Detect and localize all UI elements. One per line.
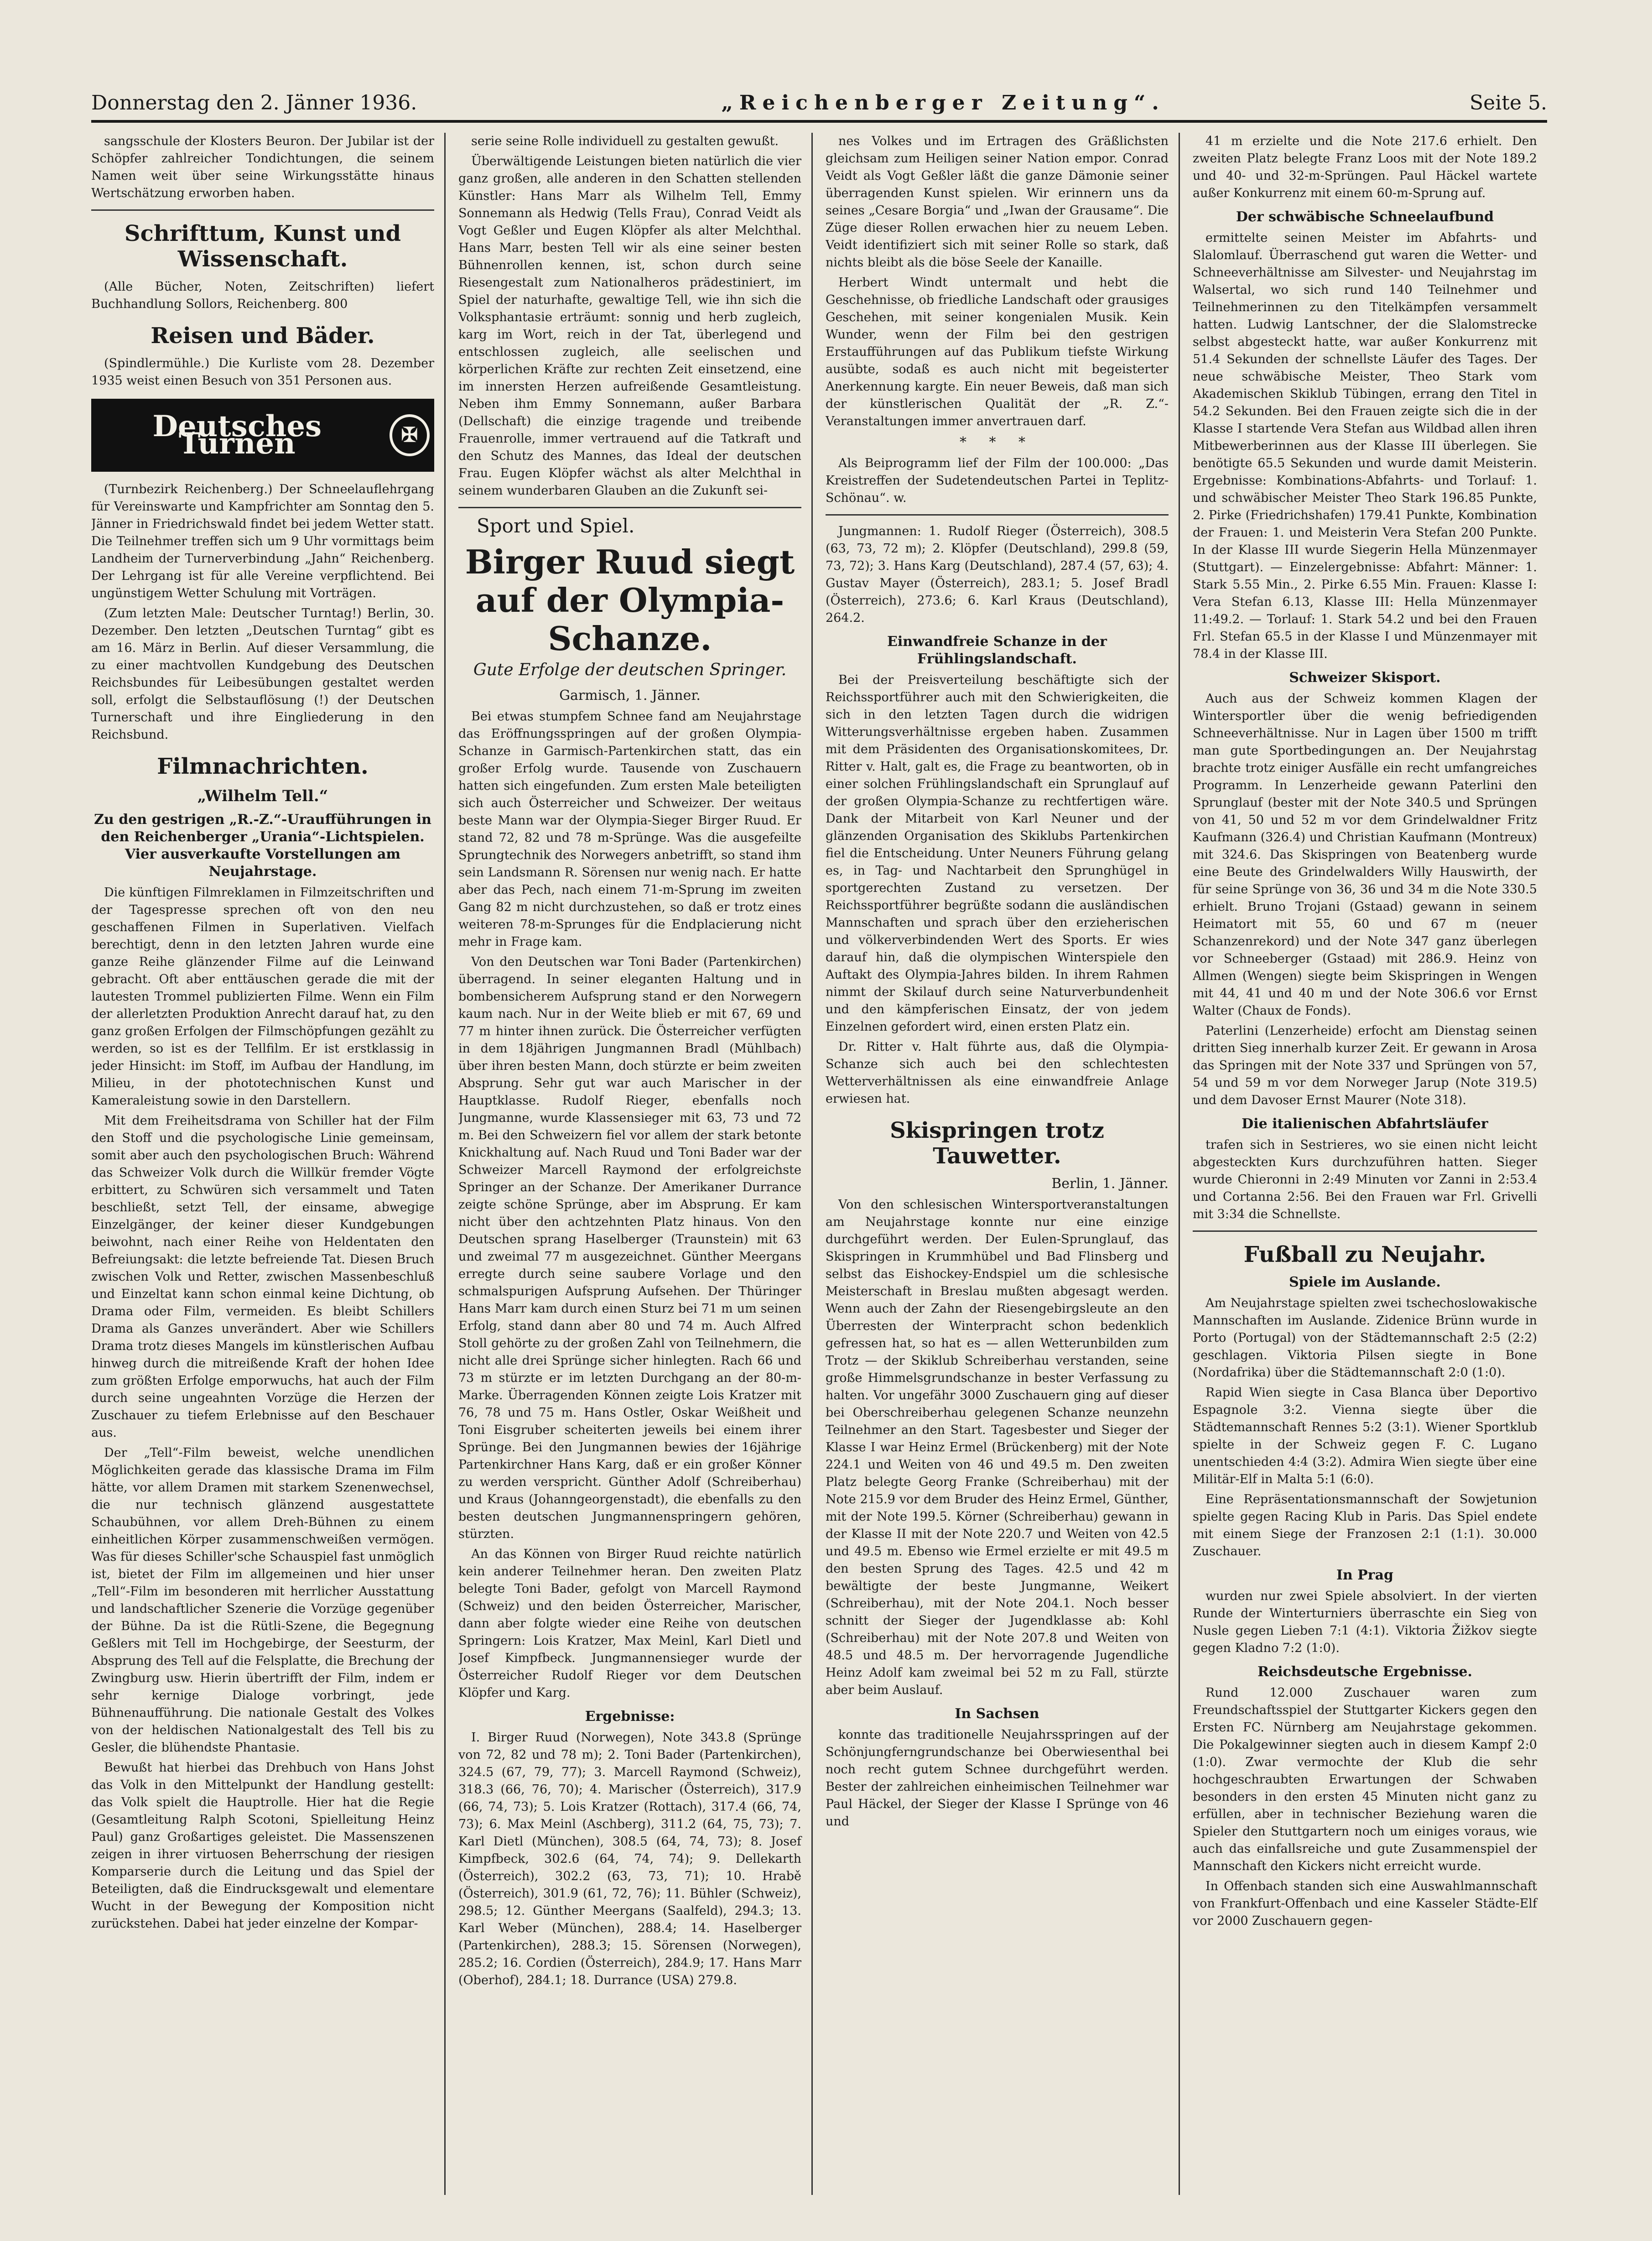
column-2 bbox=[458, 133, 813, 2195]
article-text: Die künftigen Filmreklamen in Filmzeitschriften und der Tagespresse sprechen oft von den neu geschaffenen Filmen in Superlativen. Vielfach berechtigt, denn in den letzten Jahren wurde eine ganze Reihe glänzender Filme auf die Leinwand gebracht. Oft aber enttäuschen gerade die mit der lautesten Trommel publizierten Filme. Wenn ein Film der allerletzten Produktion Anrecht darauf hat, zu den ganz großen Erfolgen der Filmschöpfungen gezählt zu werden, so ist es der Tellfilm. Er ist erstklassig in jeder Hinsicht: im Stoff, im Aufbau der Handlung, im Milieu, in der phototechnischen Kunst und Kameraleistung sowie in den Darstellern. bbox=[91, 886, 434, 1108]
header-page-number: Seite 5. bbox=[1470, 91, 1547, 115]
article-text: Bewußt hat hierbei das Drehbuch von Hans Johst das Volk in den Mittelpunkt der Handlung gestellt: das Volk spielt die Hauptrolle. Hier hat die Regie (Gesamtleitung Ralph Scotoni, Spielleitung Heinz Paul) ganz Großartiges geleistet. Die Massenszenen zeigen in ihrer virtuosen Beherrschung der riesigen Komparserie durch die Leitung und das Spiel der Beteiligten, daß die Eindrucksgewalt und elementare Wucht in der Bewegung der Komposition nicht zurückstehen. Dabei hat jeder einzelne der Kompar- bbox=[91, 1761, 434, 1931]
section-heading-reisen: Reisen und Bäder. bbox=[151, 323, 375, 349]
article-text: Von den Deutschen war Toni Bader (Partenkirchen) überragend. In seiner eleganten Haltung und in bombensicherem Aufsprung stand er den Norwegern kaum nach. Nur in der Weite blieb er mit 67, 69 und 77 m hinter ihnen zurück. Die Österreicher verfügten in dem 18jährigen Jungmannen Bradl (Mühlbach) über ihren besten Mann, doch stürzte er beim zweiten Absprung. Sehr gut war auch Marischer in der Hauptklasse. Rudolf Rieger, ebenfalls noch Jungmanne, wurde Klassensieger mit 63, 73 und 72 m. Bei den Schweizern fiel vor allem der stark betonte Knickhaltung auf. Nach Ruud und Toni Bader war der Schweizer Marcell Raymond der erfolgreichste Springer an der Schanze. Der Amerikaner Durrance zeigte schöne Sprünge, aber im Absprung. Er kam nicht über den achtzehnten Platz hinaus. Von den Deutschen sprang Haselberger (Traunstein) mit 63 und zweimal 77 m ausgezeichnet. Günther Meergans erregte durch seine saubere Vorlage und den schmalspurigen Aufsprung Aufsehen. Der Thüringer Hans Marr kam durch einen Sturz bei 71 m um seinen Erfolg, stand dann aber 80 und 74 m. Auch Alfred Stoll gehörte zu der großen Zahl von Teilnehmern, die nicht alle drei Sprünge sicher hinlegten. Rach 66 und 73 m stürzte er im letzten Durchgang an der 80-m-Marke. Überragenden Können zeigte Lois Kratzer mit 76, 78 und 75 m. Hans Ostler, Oskar Weißheit und Toni Eisgruber scheiterten jeweils bei einem ihrer Sprünge. Bei den Jungmannen bewies der 16jährige Partenkirchner Hans Karg, daß er ein großer Könner zu werden verspricht. Günther Adolf (Schreiberhau) und Kraus (Johanngeorgenstadt), die ebenfalls zu den besten deutschen Jungmannenspringern gehören, stürzten. bbox=[458, 955, 801, 1541]
subheading-ausland: Spiele im Auslande. bbox=[1289, 1274, 1441, 1290]
article-text: Rapid Wien siegte in Casa Blanca über Deportivo Espagnole 3:2. Vienna siegte über die Städtemannschaft Rennes 5:2 (3:1). Wiener Sportklub spielte in der Schweiz gegen F. C. Lugano unentschieden 4:4 (3:2). Admira Wien siegte über eine Militär-Elf in Malta 5:1 (6:0). bbox=[1193, 1386, 1537, 1486]
page-header bbox=[91, 91, 1547, 123]
article-title-tell: „Wilhelm Tell.“ bbox=[197, 787, 328, 805]
divider bbox=[1193, 1230, 1537, 1232]
divider bbox=[91, 209, 434, 211]
section-heading-schrifttum: Schrifttum, Kunst und Wissenschaft. bbox=[124, 221, 401, 272]
article-text: sangsschule der Klosters Beuron. Der Jubilar ist der Schöpfer zahlreicher Tondichtungen, die seinem Namen weit über seine Wirkungsstätte hinaus Wertschätzung erworben haben. bbox=[91, 134, 434, 200]
banner-title: Deutsches Turnen bbox=[152, 409, 322, 461]
results-jungmannen: Jungmannen: 1. Rudolf Rieger (Österreich), 308.5 (63, 73, 72 m); 2. Klöpfer (Deutschland), 299.8 (59, 73, 72); 3. Hans Karg (Deutschland), 287.4 (57, 63); 4. Gustav Mayer (Österreich), 283.1; 5. Josef Bradl (Österreich), 273.6; 6. Karl Kraus (Deutschland), 264.2. bbox=[826, 524, 1169, 625]
article-text: Dr. Ritter v. Halt führte aus, daß die Olympia-Schanze sich auch bei den schlechtesten Wetterverhältnissen als eine einwandfreie Anlage erwiesen hat. bbox=[826, 1040, 1169, 1106]
column-1 bbox=[91, 133, 446, 2195]
article-text: In Offenbach standen sich eine Auswahlmannschaft von Frankfurt-Offenbach und eine Kasseler Städte-Elf vor 2000 Zuschauern gegen- bbox=[1193, 1879, 1537, 1928]
subheading-schwaebisch: Der schwäbische Schneelaufbund bbox=[1236, 209, 1494, 225]
article-subtitle-tell: Zu den gestrigen „R.-Z.“-Uraufführungen in den Reichenberger „Urania“-Lichtspielen. Vier ausverkaufte Vorstellungen am Neujahrstage. bbox=[94, 812, 431, 880]
column-3 bbox=[826, 133, 1180, 2195]
article-text: ermittelte seinen Meister im Abfahrts- und Slalomlauf. Überraschend gut waren die Wetter- und Schneeverhältnisse am Silvester- und Neujahrstag im Walsertal, wo sich rund 140 Teilnehmer und Teilnehmerinnen zu den Titelkämpfen versammelt hatten. Ludwig Lantschner, der die Slalomstrecke selbst abgesteckt hatte, war außer Konkurrenz mit 51.4 Sekunden der schnellste Läufer des Tages. Der neue schwäbische Meister, Theo Stark vom Akademischen Skiklub Tübingen, errang den Titel in 54.2 Sekunden. Bei den Frauen zeigte sich die in der Klasse I startende Vera Stefan aus Wildbad allen ihren Mitbewerberinnen aus der Klasse III überlegen. Sie benötigte 65.5 Sekunden und wurde damit Meisterin. Ergebnisse: Kombinations-Abfahrts- und Torlauf: 1. und schwäbischer Meister Theo Stark 196.85 Punkte, 2. Pirke (Friedrichshafen) 179.41 Punkte, Kombination der Frauen: 1. und Meisterin Vera Stefan 200 Punkte. In der Klasse III wurde Siegerin Hella Münzenmayer (Stuttgart). — Einzelergebnisse: Abfahrt: Männer: 1. Stark 5.55 Min., 2. Pirke 6.55 Min. Frauen: Klasse I: Vera Stefan 6.13, Klasse III: Hella Münzenmayer 11:49.2. — Torlauf: 1. Stark 54.2 und bei den Frauen Frl. Stefan 65.5 in der Klasse I und Münzenmayer mit 78.4 in der Klasse III. bbox=[1193, 231, 1537, 661]
article-text: konnte das traditionelle Neujahrsspringen auf der Schönjungferngrundschanze bei Oberwiesenthal bei noch recht gutem Schnee durchgeführt werden. Bester der zahlreichen einheimischen Teilnehmer war Paul Häckel, der Sieger der Klasse I Sprünge von 46 und bbox=[826, 1728, 1169, 1829]
article-text: serie seine Rolle individuell zu gestalten gewußt. bbox=[471, 134, 779, 148]
article-text: wurden nur zwei Spiele absolviert. In der vierten Runde der Winterturniers überraschte ein Sieg von Nusle gegen Lieben 7:1 (4:1). Viktoria Žižkov siegte gegen Kladno 7:2 (1:0). bbox=[1193, 1589, 1537, 1655]
subheading-reichsdeutsch: Reichsdeutsche Ergebnisse. bbox=[1257, 1664, 1472, 1680]
divider bbox=[826, 514, 1169, 516]
subheading-prag: In Prag bbox=[1336, 1567, 1394, 1583]
section-heading-sport: Sport und Spiel. bbox=[477, 515, 635, 537]
column-4 bbox=[1193, 133, 1547, 2195]
subheading-italienisch: Die italienischen Abfahrtsläufer bbox=[1242, 1116, 1488, 1132]
header-masthead: „Reichenberger Zeitung“. bbox=[721, 91, 1165, 115]
subheadline-ruud: Gute Erfolge der deutschen Springer. bbox=[473, 661, 787, 679]
article-text: trafen sich in Sestrieres, wo sie einen nicht leicht abgesteckten Kurs durchzuführen hatten. Sieger wurde Chieronni in 2:49 Minuten vor Zanni in 2:53.4 und Cortanna 2:56. Bei den Frauen war Frl. Grivelli mit 3:34 die Schnellste. bbox=[1193, 1138, 1537, 1221]
article-text: Bei der Preisverteilung beschäftigte sich der Reichssportführer auch mit den Schwierigkeiten, die sich in den letzten Tagen durch die widrigen Witterungsverhältnisse ergeben haben. Zusammen mit dem Präsidenten des Organisationskomitees, Dr. Ritter v. Halt, galt es, die Frage zu beantworten, ob in einer solchen Frühlingslandschaft ein Sprunglauf auf der großen Olympia-Schanze zu rechtfertigen wäre. Dank der Mitarbeit von Karl Neuner und der glänzenden Organisation des Skiklubs Partenkirchen fiel die Entscheidung. Unter Neuners Führung gelang es, in Tag- und Nachtarbeit den Sprunghügel in sportgerechten Zustand zu versetzen. Der Reichssportführer begrüßte sodann die ausländischen Mannschaften und sprach über den erzieherischen und völkerverbindenden Wert des Sports. Er wies darauf hin, daß die olympischen Winterspiele den Auftakt des Olympia-Jahres bilden. In ihrem Rahmen nimmt der Skilauf durch seine Naturverbundenheit und den kämpferischen Einsatz, der von jedem Einzelnen gefordert wird, einen ersten Platz ein. bbox=[826, 673, 1169, 1034]
article-text: An das Können von Birger Ruud reichte natürlich kein anderer Teilnehmer heran. Den zweiten Platz belegte Toni Bader, gefolgt von Marcell Raymond (Schweiz) und den beiden Österreicher, Marischer, dann aber folgte wieder eine Reihe von deutschen Springern: Lois Kratzer, Max Meinl, Karl Dietl und Josef Kimpfbeck. Jungmannensieger wurde der Österreicher Rudolf Rieger vor dem Deutschen Klöpfer und Karg. bbox=[458, 1547, 801, 1700]
subheading-schweizer-skisport: Schweizer Skisport. bbox=[1289, 670, 1441, 686]
article-text: Mit dem Freiheitsdrama von Schiller hat der Film den Stoff und die psychologische Linie gemeinsam, somit aber auch den psychologischen Bruch: Während das Schweizer Volk durch die Willkür fremder Vögte erbittert, zu Schwüren sich versammelt und Taten beschließt, setzt Tell, der einsame, abwegige Einzelgänger, der keiner dieser Kundgebungen beiwohnt, nach einer Reihe von Heldentaten den Befreiungsakt: die letzte befreiende Tat. Diesen Bruch zwischen Volk und Retter, zwischen Massenbeschluß und Einzeltat kann schon einmal keine Dichtung, ob Drama oder Film, vermeiden. Es bleibt Schillers Drama als Ganzes unverändert. Aber wie Schillers Drama trotz dieses Mangels im künstlerischen Aufbau hinweg durch die mitreißende Kraft der hohen Idee zum größten Erfolge emporwuchs, hat auch der Film durch seine ungeahnten Vorzüge die Herzen der Zuschauer zu tiefem Erlebnisse auf den Beschauer aus. bbox=[91, 1114, 434, 1440]
results-heading: Ergebnisse: bbox=[585, 1709, 675, 1725]
article-text: 41 m erzielte und die Note 217.6 erhielt. Den zweiten Platz belegte Franz Loos mit der Note 189.2 und 40- und 32-m-Sprüngen. Paul Häckel wartete außer Konkurrenz mit einem 60-m-Sprung auf. bbox=[1193, 134, 1537, 200]
article-text: Am Neujahrstage spielten zwei tschechoslowakische Mannschaften im Auslande. Zidenice Brünn wurde in Porto (Portugal) von der Städtemannschaft 2:5 (2:2) geschlagen. Viktoria Pilsen siegte in Bone (Nordafrika) über die Städtemannschaft 2:0 (1:0). bbox=[1193, 1296, 1537, 1380]
section-banner-turnen bbox=[91, 399, 434, 472]
article-columns bbox=[91, 133, 1547, 2195]
subheading-sachsen: In Sachsen bbox=[955, 1706, 1039, 1722]
separator-stars: * * * bbox=[959, 434, 1035, 450]
article-text: (Spindlermühle.) Die Kurliste vom 28. Dezember 1935 weist einen Besuch von 351 Personen aus. bbox=[91, 356, 434, 388]
headline-skispringen: Skispringen trotz Tauwetter. bbox=[890, 1118, 1104, 1169]
dateline-berlin: Berlin, 1. Jänner. bbox=[1051, 1176, 1169, 1192]
dateline-garmisch: Garmisch, 1. Jänner. bbox=[559, 688, 701, 704]
header-date: Donnerstag den 2. Jänner 1936. bbox=[91, 91, 417, 115]
headline-fussball: Fußball zu Neujahr. bbox=[1243, 1242, 1486, 1267]
emblem-icon: ✠ bbox=[390, 414, 430, 456]
article-text: (Zum letzten Male: Deutscher Turntag!) Berlin, 30. Dezember. Den letzten „Deutschen Turntag“ gibt es am 16. März in Berlin. Auf dieser Versammlung, die zu einer machtvollen Kundgebung des Deutschen Reichsbundes für Leibesübungen gestaltet werden soll, erfolgt die Selbstauflösung (!) der Deutschen Turnerschaft und ihre Eingliederung in den Reichsbund. bbox=[91, 606, 434, 742]
divider bbox=[458, 507, 801, 508]
article-text: Als Beiprogramm lief der Film der 100.000: „Das Kreistreffen der Sudetendeutschen Partei in Teplitz-Schönau“. w. bbox=[826, 456, 1169, 505]
subheading-einwandfreie-schanze: Einwandfreie Schanze in der Frühlingslandschaft. bbox=[887, 634, 1107, 667]
article-text: Eine Repräsentationsmannschaft der Sowjetunion spielte gegen Racing Klub in Paris. Das Spiel endete mit einem Siege der Franzosen 2:1 (1:1). 30.000 Zuschauer. bbox=[1193, 1492, 1537, 1558]
section-heading-film: Filmnachrichten. bbox=[157, 754, 369, 779]
article-text: Auch aus der Schweiz kommen Klagen der Wintersportler über die wenig befriedigenden Schneeverhältnisse. Nur in Lagen über 1500 m trifft man gute Sportbedingungen an. Der Neujahrstag brachte trotz einiger Ausfälle ein recht umfangreiches Programm. In Lenzerheide gewann Paterlini den Sprunglauf (bester mit der Note 340.5 und Sprüngen von 41, 50 und 52 m vor dem Grindelwaldner Fritz Kaufmann (326.4) und Christian Kaufmann (Montreux) mit 324.6. Das Skispringen von Beatenberg wurde eine Beute des Grindelwalders Willy Hauswirth, der für seine Sprünge von 36, 36 und 34 m die Note 330.5 erhielt. Bruno Trojani (Gstaad) gewann in seinem Heimatort mit 55, 60 und 67 m (neuer Schanzenrekord) und der Note 347 ganz überlegen vor Schneeberger (Gstaad) mit 286.9. Heinz von Allmen (Wengen) siegte beim Skispringen in Wengen mit 44, 41 und 40 m und der Note 306.6 vor Ernst Walter (Chaux de Fonds). bbox=[1193, 692, 1537, 1018]
article-text: Paterlini (Lenzerheide) erfocht am Dienstag seinen dritten Sieg innerhalb kurzer Zeit. Er gewann in Arosa das Springen mit der Note 337 und Sprüngen von 57, 54 und 59 m vor dem Norweger Jarup (Note 319.5) und dem Davoser Ernst Maurer (Note 318). bbox=[1193, 1024, 1537, 1107]
headline-ruud: Birger Ruud siegt auf der Olympia-Schanze. bbox=[465, 542, 795, 658]
article-text: Rund 12.000 Zuschauer waren zum Freundschaftsspiel der Stuttgarter Kickers gegen den Ersten FC. Nürnberg am Neujahrstage gekommen. Die Pokalgewinner siegten auch in diesem Kampf 2:0 (1:0). Zwar vermochte der Klub die sehr hochgeschraubten Erwartungen der Schwaben besonders in den ersten 45 Minuten nicht ganz zu erfüllen, aber in technischer Beziehung waren die Spieler den Stuttgartern noch um einiges voraus, wie auch das einfallsreiche und gute Zusammenspiel der Mannschaft den Kickers nicht erreicht wurde. bbox=[1193, 1686, 1537, 1873]
article-text: Bei etwas stumpfem Schnee fand am Neujahrstage das Eröffnungsspringen auf der großen Olympia-Schanze in Garmisch-Partenkirchen statt, das ein großer Erfolg wurde. Tausende von Zuschauern hatten sich eingefunden. Zum ersten Male beteiligten sich auch Österreicher und Schweizer. Der weitaus beste Mann war der Olympia-Sieger Birger Ruud. Er stand 72, 82 und 78 m-Sprünge. Was die ausgefeilte Sprungtechnik des Norwegers anbetrifft, so stand ihm sein Landsmann R. Sörensen nur wenig nach. Er hatte aber das Pech, nach einem 71-m-Sprung im zweiten Gang 82 m nicht durchzustehen, so daß er trotz eines weiteren 78-m-Sprunges für die Endplacierung nicht mehr in Frage kam. bbox=[458, 709, 801, 949]
article-text: Überwältigende Leistungen bieten natürlich die vier ganz großen, alle anderen in den Schatten stellenden Künstler: Hans Marr als Wilhelm Tell, Emmy Sonnemann als Hedwig (Tells Frau), Conrad Veidt als Vogt Geßler und Eugen Klöpfer als alter Melchthal. Hans Marr, besten Tell wir als eine seiner besten Bühnenrollen kennen, ist, schon durch seine Riesengestalt zum Nationalheros prädestiniert, im Spiel der naturhafte, gewaltige Tell, wie ihn sich die Volksphantasie erträumt: sonnig und herb zugleich, karg im Wort, reich in der Tat, überlegend und entschlossen zugleich, alle seelischen und körperlichen Kräfte zur rechten Zeit einsetzend, eine im innersten Herzen aufreißende Gesamtleistung. Neben ihm Emmy Sonnemann, außer Barbara (Dellschaft) die einzige tragende und treibende Frauenrolle, immer vertrauend auf die Tatkraft und den Schutz des Mannes, das Ideal der deutschen Frau. Eugen Klöpfer wächst als alter Melchthal in seinem wunderbaren Glauben an die Zukunft sei- bbox=[458, 154, 801, 498]
article-text: nes Volkes und im Ertragen des Gräßlichsten gleichsam zum Heiligen seiner Nation empor. Conrad Veidt als Vogt Geßler läßt die ganze Dämonie seiner überragenden Kunst spielen. Wir erinnern uns da seines „Cesare Borgia“ und „Iwan der Grausame“. Die Züge dieser Rollen erwachen hier zu neuem Leben. Veidt identifiziert sich mit seiner Rolle so stark, daß nichts bleibt als die böse Seele der Kanaille. bbox=[826, 134, 1169, 270]
article-text: Der „Tell“-Film beweist, welche unendlichen Möglichkeiten gerade das klassische Drama im Film hätte, vor allem Dramen mit starkem Szenenwechsel, die nur technisch glänzend ausgestattete Schaubühnen, vor allem Dreh-Bühnen zu einem einheitlichen Körper zusammenschweißen vermögen. Was für dieses Schiller'sche Schauspiel fast unmöglich ist, bietet der Film im allgemeinen und hier unser „Tell“-Film im besonderen mit herrlicher Ausstattung und landschaftlicher Szenerie die Vorzüge gegenüber der Bühne. Da ist die Rütli-Szene, die Begegnung Geßlers mit Tell im Hochgebirge, der Seesturm, der Absprung des Tell auf die Felsplatte, die Brechung der Zwingburg usw. Hierin übertrifft der Film, indem er sehr kernige Dialoge vorbringt, jede Bühnenaufführung. Die nationale Gestalt des Volkes von der heldischen Nationalgestalt des Tell bis zu Gesler, die blühendste Phantasie. bbox=[91, 1446, 434, 1755]
article-text: (Turnbezirk Reichenberg.) Der Schneelauflehrgang für Vereinswarte und Kampfrichter am Sonntag den 5. Jänner in Friedrichswald findet bei jedem Wetter statt. Die Teilnehmer treffen sich um 9 Uhr vormittags beim Landheim der Turnerverbindung „Jahn“ Reichenberg. Der Lehrgang ist für alle Vereine verpflichtend. Bei ungünstigem Wetter Schulung mit Vorträgen. bbox=[91, 482, 434, 600]
article-text: Herbert Windt untermalt und hebt die Geschehnisse, ob friedliche Landschaft oder grausiges Geschehen, mit seiner kongenialen Musik. Kein Wunder, wenn der Film bei den gestrigen Erstaufführungen auf das Publikum tiefste Wirkung ausübte, sodaß es auch nicht mit begeisterter Anerkennung kargte. Ein neuer Beweis, daß man sich der künstlerischen Qualität der „R. Z.“-Veranstaltungen immer anvertrauen darf. bbox=[826, 276, 1169, 428]
results-text: I. Birger Ruud (Norwegen), Note 343.8 (Sprünge von 72, 82 und 78 m); 2. Toni Bader (Partenkirchen), 324.5 (67, 79, 77); 3. Marcell Raymond (Schweiz), 318.3 (66, 76, 70); 4. Marischer (Österreich), 317.9 (66, 74, 73); 5. Lois Kratzer (Rottach), 317.4 (66, 74, 73); 6. Max Meinl (Aschberg), 311.2 (64, 75, 73); 7. Karl Dietl (München), 308.5 (64, 74, 73); 8. Josef Kimpfbeck, 302.6 (64, 74, 74); 9. Dellekarth (Österreich), 302.2 (63, 73, 71); 10. Hrabě (Österreich), 301.9 (61, 72, 76); 11. Bühler (Schweiz), 298.5; 12. Günther Meergans (Saalfeld), 294.3; 13. Karl Weber (München), 288.4; 14. Haselberger (Partenkirchen), 288.3; 15. Sörensen (Norwegen), 285.2; 16. Cordien (Österreich), 284.9; 17. Hans Marr (Oberhof), 284.1; 18. Durrance (USA) 279.8. bbox=[458, 1730, 801, 1987]
article-text: Von den schlesischen Wintersportveranstaltungen am Neujahrstage konnte nur eine einzige durchgeführt werden. Der Eulen-Sprunglauf, das Skispringen in Krummhübel und Bad Flinsberg und selbst das Eishockey-Endspiel um die schlesische Meisterschaft in Breslau mußten abgesagt werden. Wenn auch der Zahn der Riesengebirgsleute an den Überresten der Winterpracht schon bedenklich gefressen hat, so hat es — allen Wetterunbilden zum Trotz — der Skiklub Schreiberhau verstanden, seine große Himmelsgrundschanze in bester Verfassung zu halten. Vor ungefähr 3000 Zuschauern ging auf dieser bei Oberschreiberhau gelegenen Schanze neunzehn Teilnehmer an den Start. Tagesbester und Sieger der Klasse I war Heinz Ermel (Brückenberg) mit der Note 224.1 und Weiten von 46 und 49.5 m. Den zweiten Platz belegte Georg Franke (Schreiberhau) mit der Note 215.9 vor dem Bruder des Heinz Ermel, Günther, mit der Note 199.5. Körner (Schreiberhau) gewann in der Klasse II mit der Note 220.7 und Weiten von 42.5 und 49.5 m. Ebenso wie Ermel erzielte er mit 49.5 m den besten Sprung des Tages. 42.5 und 42 m bewältigte der beste Jungmanne, Weikert (Schreiberhau), mit der Note 204.1. Noch besser schnitt der Sieger der Jugendklasse ab: Kohl (Schreiberhau) mit der Note 207.8 und Weiten von 48.5 und 48.5 m. Der hervorragende Jugendliche Heinz Adolf kam zweimal bei 52 m zu Fall, stürzte aber beim Auslauf. bbox=[826, 1198, 1169, 1697]
article-text: (Alle Bücher, Noten, Zeitschriften) liefert Buchhandlung Sollors, Reichenberg. 800 bbox=[91, 280, 434, 311]
